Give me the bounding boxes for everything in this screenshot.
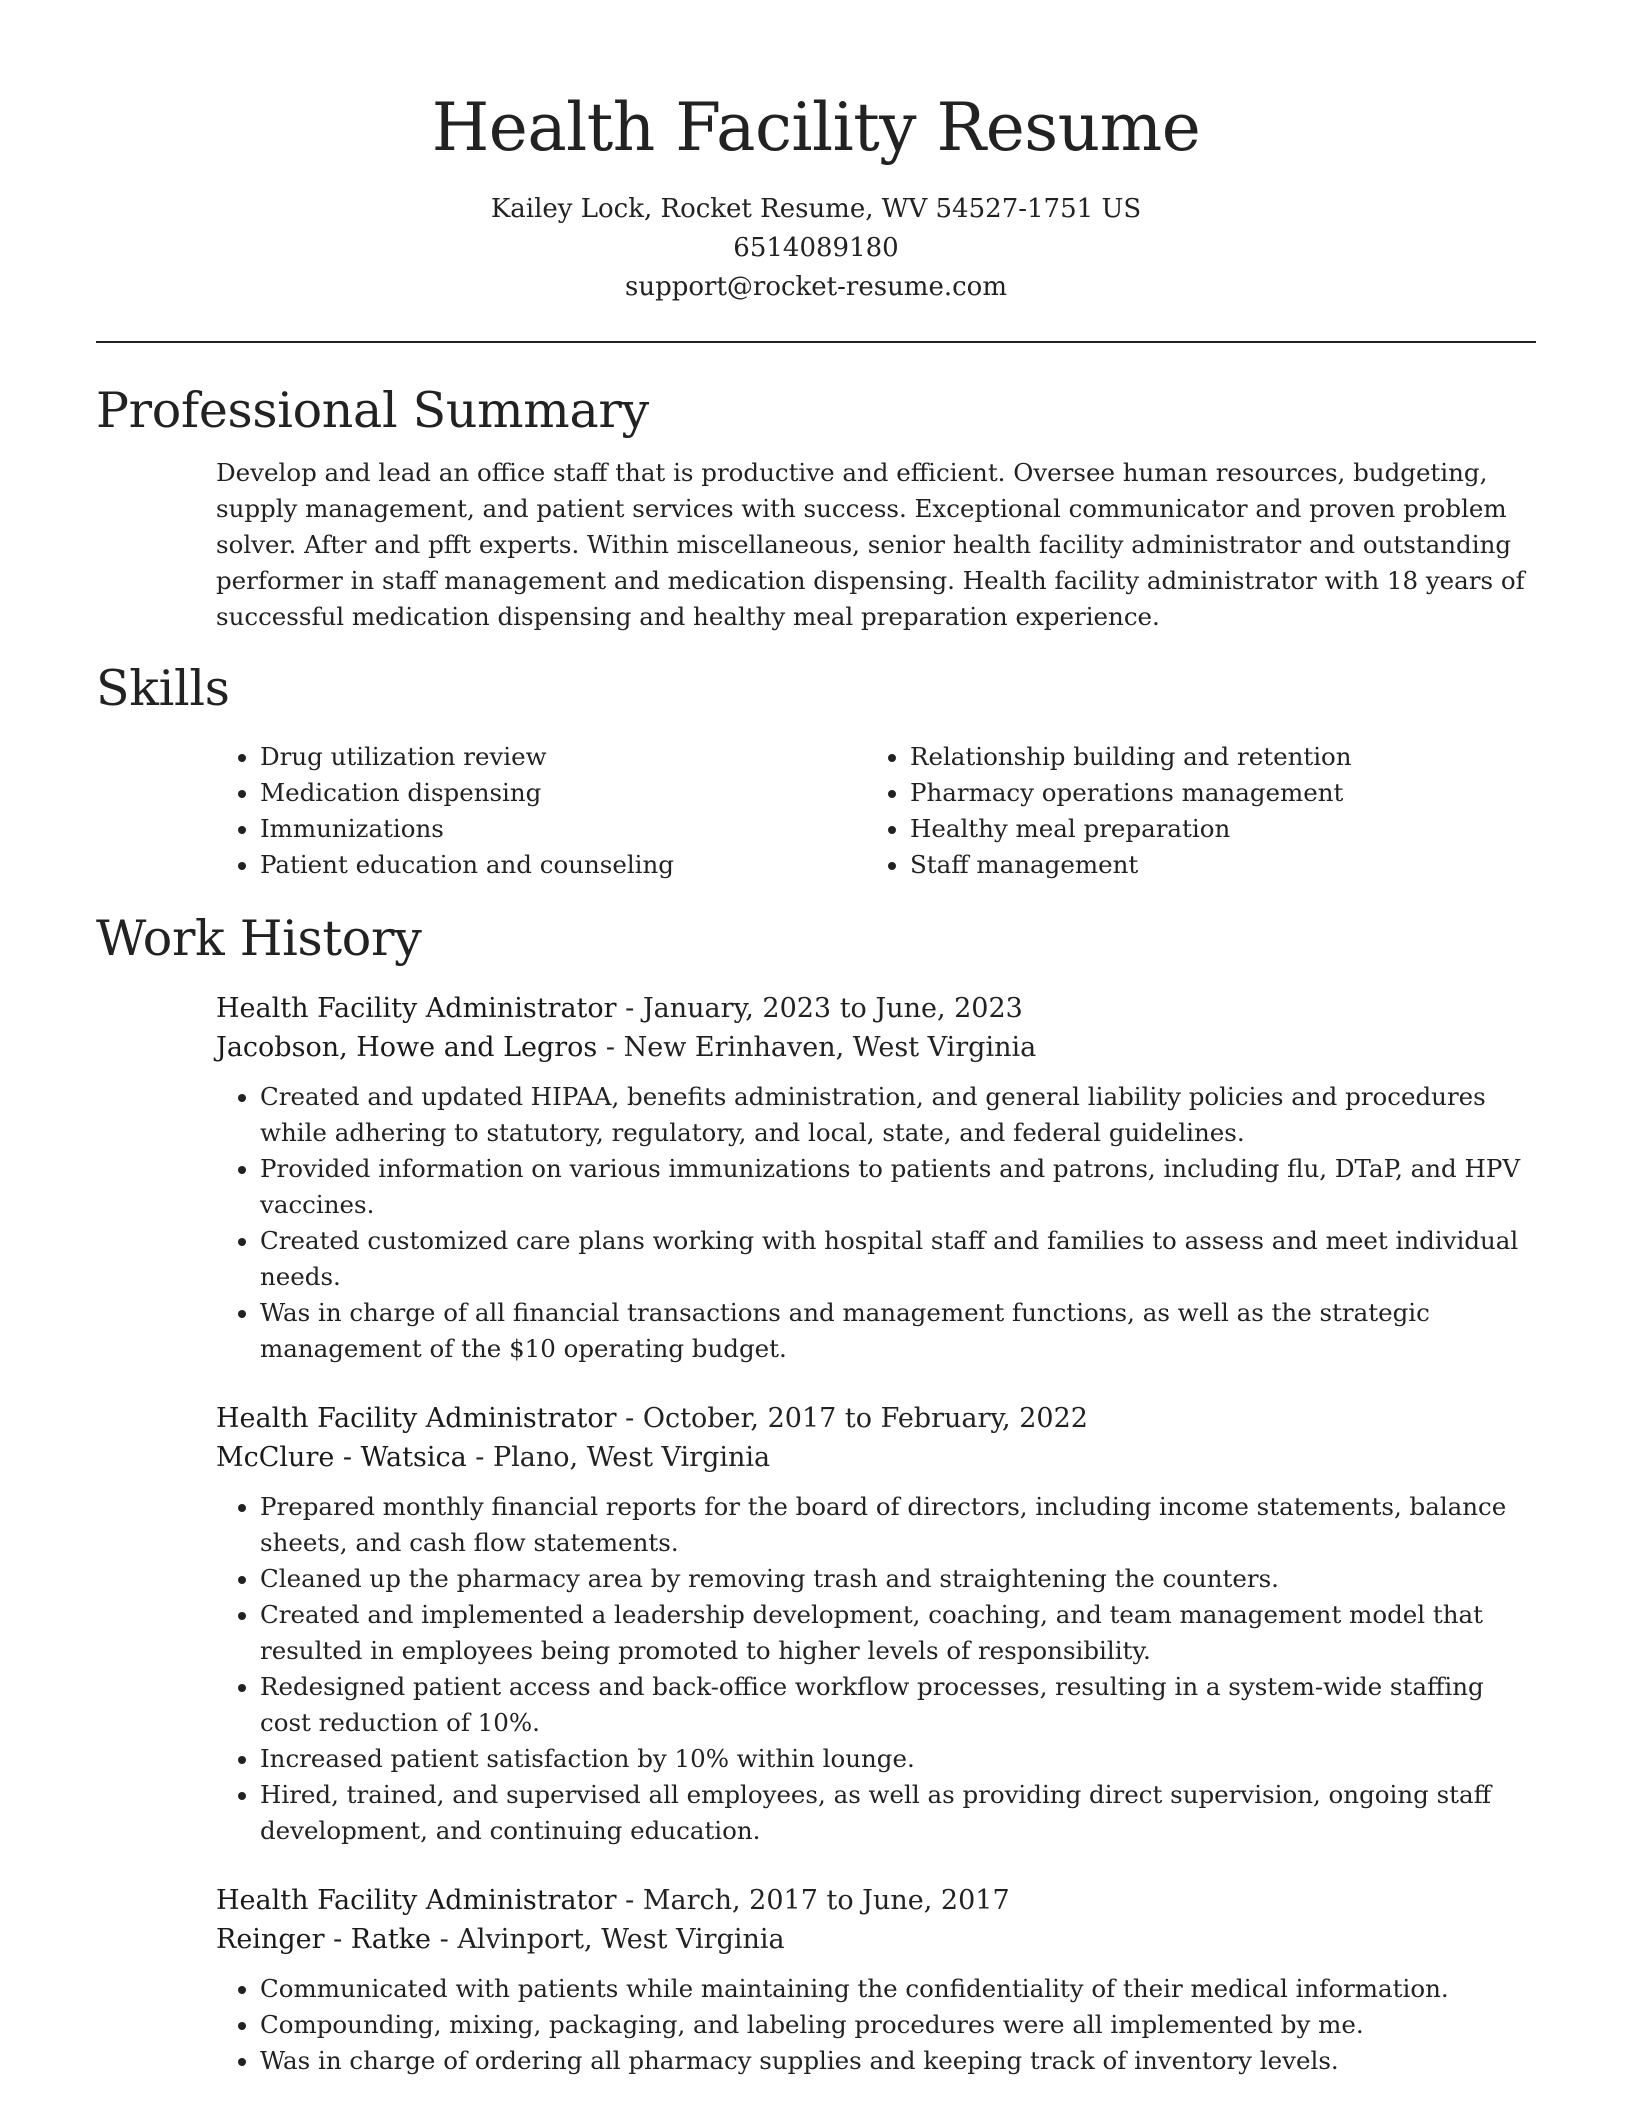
job-company: McClure - Watsica — [216, 1442, 467, 1473]
job-bullet: • Communicated with patients while maintaining the confidentiality of their medical information. — [260, 1971, 1536, 2007]
skill-item: • Immunizations — [260, 811, 866, 847]
job-company: Jacobson, Howe and Legros — [216, 1032, 598, 1063]
job-dates: March, 2017 to June, 2017 — [642, 1885, 1010, 1916]
job-bullet: • Prepared monthly financial reports for the board of directors, including income statements, balance sheets, and cash flow statements. — [260, 1489, 1536, 1561]
skill-item: • Staff management — [910, 847, 1516, 883]
job-bullet: • Compounding, mixing, packaging, and labeling procedures were all implemented by me. — [260, 2007, 1536, 2043]
job-dates: October, 2017 to February, 2022 — [642, 1403, 1088, 1434]
job-dates: January, 2023 to June, 2023 — [642, 993, 1023, 1024]
job-bullet: • Created and implemented a leadership development, coaching, and team management model that resulted in employees being promoted to higher levels of responsibility. — [260, 1597, 1536, 1669]
job-title-line: Health Facility Administrator - March, 2017 to June, 2017 — [216, 1885, 1010, 1916]
skills-grid — [216, 739, 1536, 883]
job-title: Health Facility Administrator — [216, 993, 617, 1024]
job-bullet: • Hired, trained, and supervised all employees, as well as providing direct supervision, ongoing staff development, and continuing education. — [260, 1777, 1536, 1849]
job-bullet: • Created and updated HIPAA, benefits administration, and general liability policies and procedures while adhering to statutory, regulatory, and local, state, and federal guidelines. — [260, 1079, 1536, 1151]
skills-list-right — [866, 739, 1516, 883]
skills-list-left — [216, 739, 866, 883]
job-entry — [216, 989, 1536, 1367]
skill-item: • Medication dispensing — [260, 775, 866, 811]
job-bullet: • Was in charge of all financial transactions and management functions, as well as the strategic management of the $10 operating budget. — [260, 1295, 1536, 1367]
skill-item: • Relationship building and retention — [910, 739, 1516, 775]
summary-text: Develop and lead an office staff that is productive and efficient. Oversee human resources, budgeting, supply management, and patient services with success. Exceptional communicator and proven problem solver. After and pfft experts. Within miscellaneous, senior health facility administrator and outstanding performer in staff management and medication dispensing. Health facility administrator with 18 years of successful medication dispensing and healthy meal preparation experience. — [216, 458, 1525, 631]
job-location: New Erinhaven, West Virginia — [623, 1032, 1037, 1063]
skill-item: • Patient education and counseling — [260, 847, 866, 883]
job-bullets — [216, 1489, 1536, 1849]
section-heading-skills: Skills — [96, 660, 230, 717]
section-heading-work: Work History — [96, 910, 422, 967]
job-bullet: • Was in charge of ordering all pharmacy supplies and keeping track of inventory levels. — [260, 2043, 1536, 2079]
job-entry — [216, 1881, 1536, 2079]
contact-email: support@rocket-resume.com — [624, 272, 1007, 302]
job-bullet: • Created customized care plans working with hospital staff and families to assess and meet individual needs. — [260, 1223, 1536, 1295]
job-location: Alvinport, West Virginia — [457, 1924, 785, 1955]
job-company-line: Reinger - Ratke - Alvinport, West Virginia — [216, 1924, 785, 1955]
job-company: Reinger - Ratke — [216, 1924, 432, 1955]
job-location: Plano, West Virginia — [492, 1442, 771, 1473]
professional-summary-section — [96, 381, 1536, 635]
job-company-line: Jacobson, Howe and Legros - New Erinhaven, West Virginia — [216, 1032, 1037, 1063]
job-title-line: Health Facility Administrator - January, 2023 to June, 2023 — [216, 993, 1023, 1024]
job-entry — [216, 1399, 1536, 1849]
job-bullet: • Increased patient satisfaction by 10% within lounge. — [260, 1741, 1536, 1777]
header-divider — [96, 341, 1536, 343]
work-history-section — [96, 909, 1536, 2079]
job-title: Health Facility Administrator — [216, 1403, 617, 1434]
job-bullets — [216, 1079, 1536, 1367]
skills-section — [96, 659, 1536, 883]
job-bullet: • Redesigned patient access and back-office workflow processes, resulting in a system-wide staffing cost reduction of 10%. — [260, 1669, 1536, 1741]
job-bullets — [216, 1971, 1536, 2079]
job-company-line: McClure - Watsica - Plano, West Virginia — [216, 1442, 771, 1473]
page-title: Health Facility Resume — [431, 89, 1201, 166]
job-bullet: • Provided information on various immunizations to patients and patrons, including flu, DTaP, and HPV vaccines. — [260, 1151, 1536, 1223]
contact-block — [96, 190, 1536, 307]
resume-page — [96, 0, 1536, 2079]
contact-address: Kailey Lock, Rocket Resume, WV 54527-1751 US — [490, 194, 1142, 224]
job-bullet: • Cleaned up the pharmacy area by removing trash and straightening the counters. — [260, 1561, 1536, 1597]
skill-item: • Pharmacy operations management — [910, 775, 1516, 811]
job-title-line: Health Facility Administrator - October, 2017 to February, 2022 — [216, 1403, 1088, 1434]
skill-item: • Drug utilization review — [260, 739, 866, 775]
job-title: Health Facility Administrator — [216, 1885, 617, 1916]
contact-phone: 6514089180 — [733, 233, 899, 263]
section-heading-summary: Professional Summary — [96, 382, 649, 439]
skill-item: • Healthy meal preparation — [910, 811, 1516, 847]
